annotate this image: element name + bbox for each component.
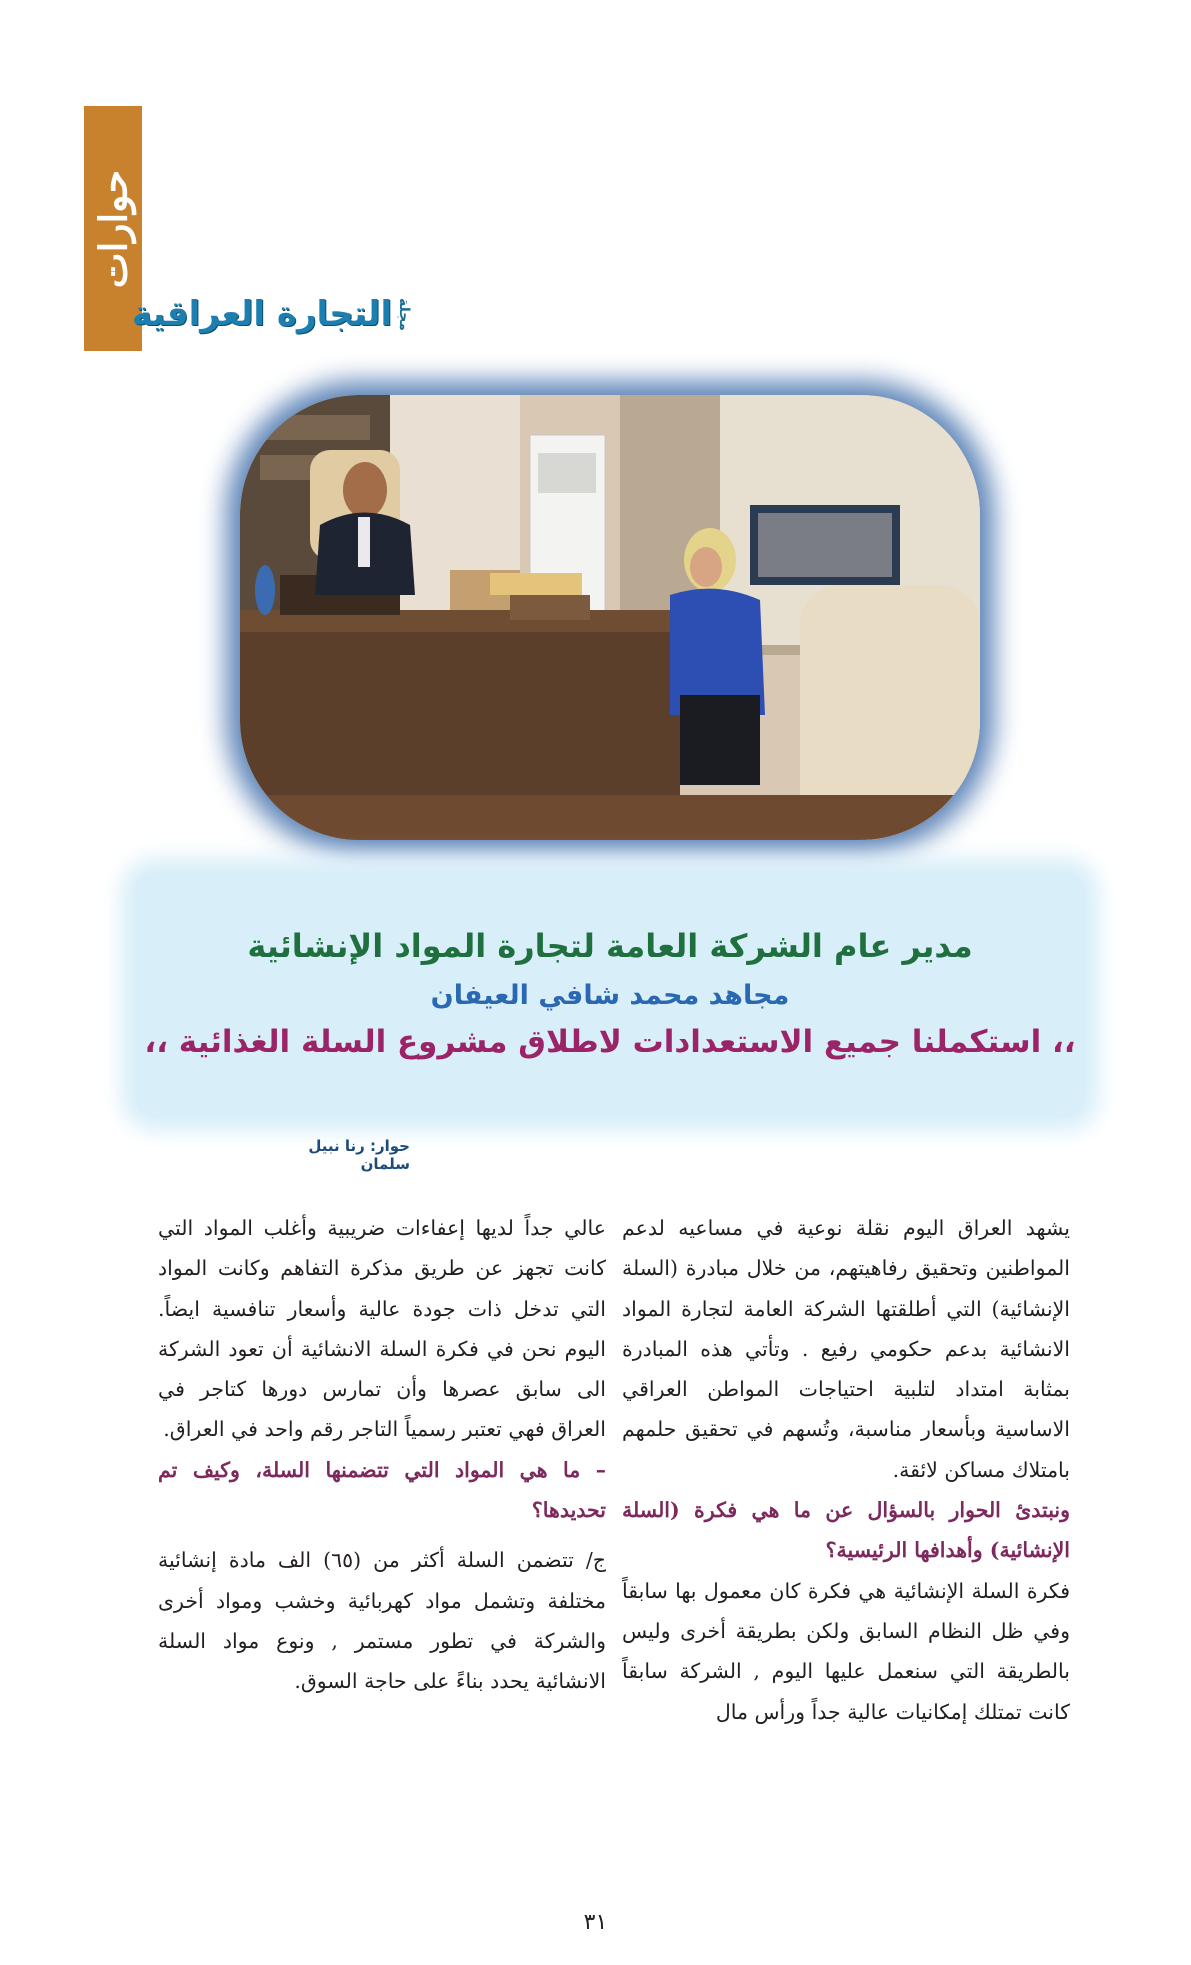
question: ونبتدئ الحوار بالسؤال عن ما هي فكرة (السلة الإنشائية) وأهدافها الرئيسية؟ [622, 1498, 1070, 1563]
byline: حوار: رنا نبيل سلمان [308, 1137, 410, 1173]
interview-photo-image [240, 395, 980, 840]
article-column-left [158, 1208, 606, 1702]
page-number: ٣١ [583, 1910, 608, 1935]
headline-interviewee: مجاهد محمد شافي العيفان [430, 980, 790, 1011]
magazine-name: التجارة العراقية [131, 294, 393, 334]
paragraph: ج/ تتضمن السلة أكثر من (٦٥) الف مادة إنشائية مختلفة وتشمل مواد كهربائية وخشب ومواد أخرى والشركة في تطور مستمر , ونوع مواد السلة الانشائية يحدد بناءً على حاجة السوق. [158, 1548, 607, 1694]
section-tab-label: حوارات [90, 169, 136, 288]
paragraph-gap [158, 1530, 606, 1540]
article-column-right [622, 1208, 1070, 1732]
question: – ما هي المواد التي تتضمنها السلة، وكيف تم تحديدها؟ [158, 1457, 606, 1523]
headline-box [135, 872, 1085, 1117]
paragraph: عالي جداً لديها إعفاءات ضريبية وأغلب المواد التي كانت تجهز عن طريق مذكرة التفاهم وكانت المواد التي تدخل ذات جودة عالية وأسعار تنافسية ايضاً. اليوم نحن في فكرة السلة الانشائية أن تعود الشركة الى سابق عصرها وأن تمارس دورها كتاجر في العراق فهي تعتبر رسمياً التاجر رقم واحد في العراق. [158, 1216, 606, 1442]
headline-title: مدير عام الشركة العامة لتجارة المواد الإنشائية [247, 927, 973, 965]
paragraph: فكرة السلة الإنشائية هي فكرة كان معمول بها سابقاً وفي ظل النظام السابق ولكن بطريقة أخرى وليس بالطريقة التي سنعمل عليها اليوم , الشركة سابقاً كانت تمتلك إمكانيات عالية جداً ورأس مال [622, 1578, 1070, 1724]
paragraph: يشهد العراق اليوم نقلة نوعية في مساعيه لدعم المواطنين وتحقيق رفاهيتهم، من خلال مبادرة (السلة الإنشائية) التي أطلقتها الشركة العامة لتجارة المواد الانشائية بدعم حكومي رفيع . وتأتي هذه المبادرة بمثابة امتداد لتلبية احتياجات المواطن العراقي الاساسية وبأسعار مناسبة، وتُسهم في تحقيق حلمهم بامتلاك مساكن لائقة. [622, 1216, 1070, 1482]
magazine-logo [131, 284, 413, 344]
interview-photo [240, 395, 980, 840]
headline-quote: ،، استكملنا جميع الاستعدادات لاطلاق مشروع السلة الغذائية ،، [144, 1024, 1076, 1060]
magazine-label: مجلة [396, 297, 413, 331]
